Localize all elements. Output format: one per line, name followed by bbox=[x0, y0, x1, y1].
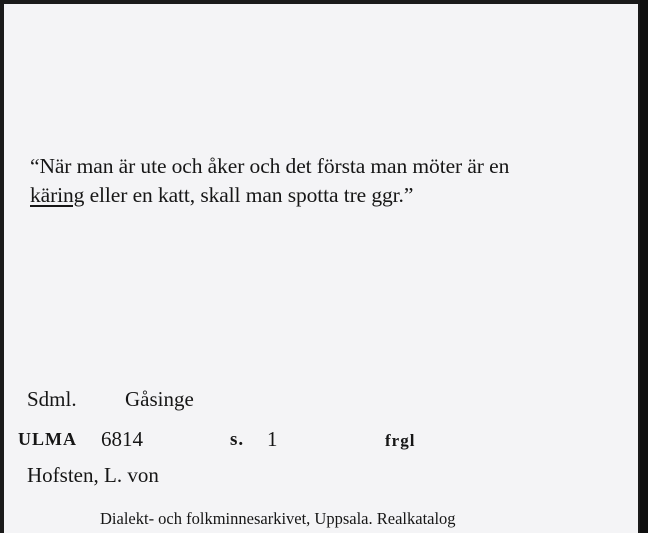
archive-code: ULMA bbox=[18, 429, 77, 449]
page-number: 1 bbox=[267, 427, 278, 451]
collector-name: Hofsten, L. von bbox=[27, 463, 159, 487]
category-code: frgl bbox=[385, 431, 416, 450]
quote-line-2 bbox=[30, 181, 630, 210]
region-label: Sdml. bbox=[27, 387, 77, 411]
page-label: s. bbox=[230, 429, 245, 450]
catalog-card bbox=[4, 4, 638, 533]
quote-line-1: “När man är ute och åker och det första man möter är en bbox=[30, 154, 510, 178]
record-number: 6814 bbox=[101, 427, 143, 451]
quote-text bbox=[30, 152, 630, 210]
quote-line-2-rest: eller en katt, skall man spotta tre ggr.” bbox=[84, 183, 414, 207]
archive-footer: Dialekt- och folkminnesarkivet, Uppsala. Realkatalog bbox=[100, 509, 456, 528]
underlined-word: käring bbox=[30, 183, 85, 207]
parish-label: Gåsinge bbox=[125, 387, 194, 411]
scan-edge bbox=[640, 0, 648, 533]
